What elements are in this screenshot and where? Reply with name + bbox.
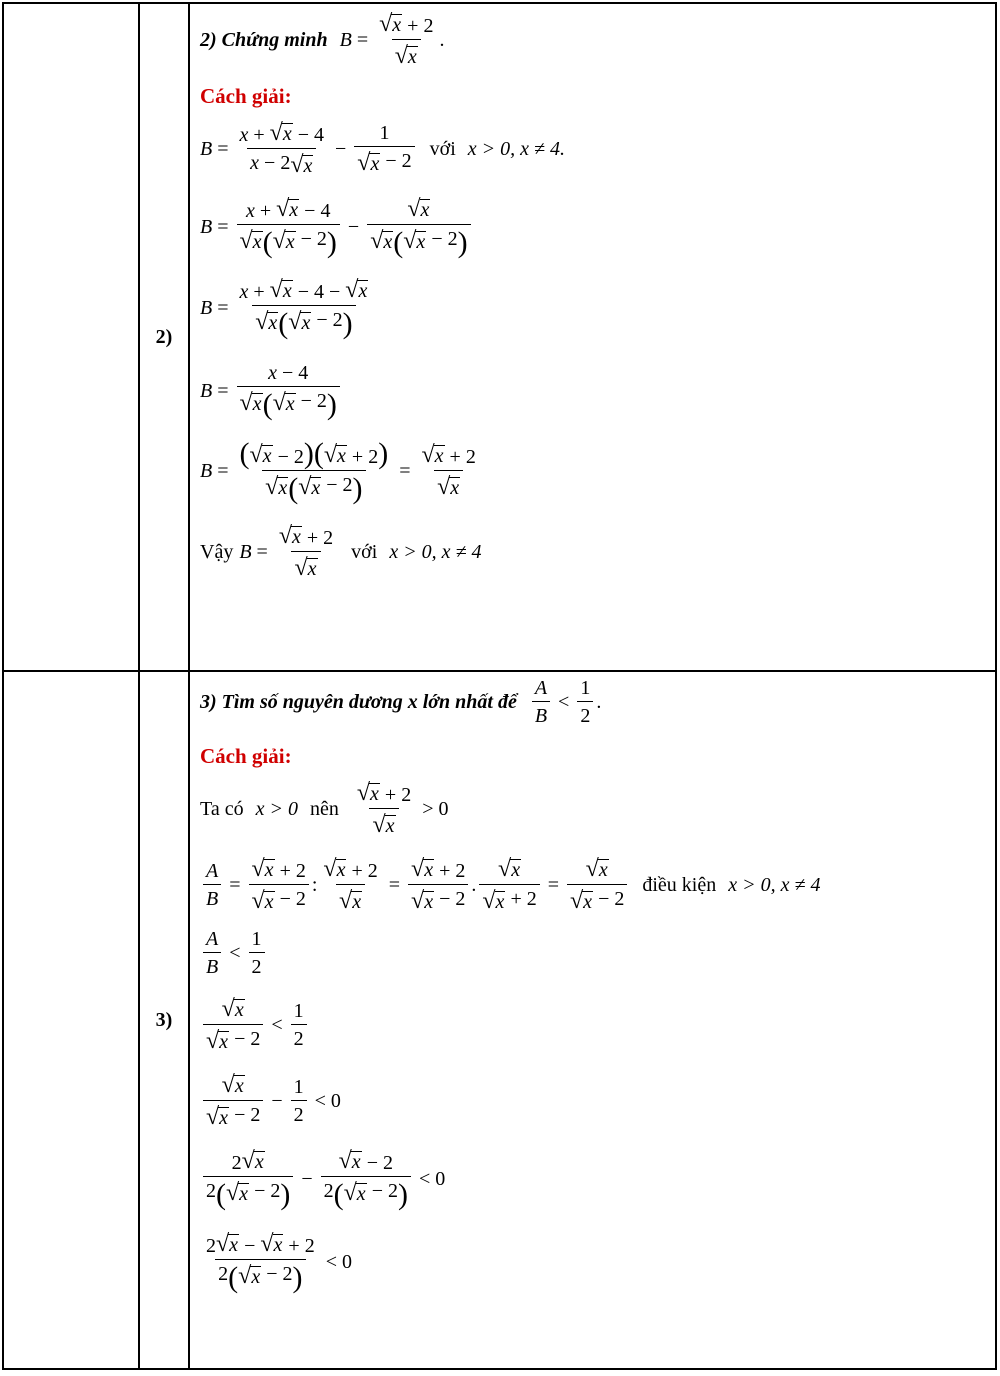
row-part-3 [3, 671, 996, 1369]
solution-table [2, 2, 997, 1370]
intro-word: Ta có [200, 798, 244, 820]
condition-label: điều kiện [642, 874, 717, 896]
part-2-title: 2) Chứng minh [200, 29, 328, 51]
with-word: với [351, 541, 378, 563]
part-3-method-heading: Cách giải: [200, 744, 292, 768]
part-2-content [189, 3, 996, 671]
fraction: √ x + 2 √ x [379, 11, 434, 69]
part-2-title-line: 2) Chứng minh B = √ x + 2 √ x . [200, 11, 445, 69]
step-1: B = x + √ x − 4 x − 2 √ x − 1 √ x − 2 với x > 0, x ≠ 4. [200, 120, 566, 178]
empty-cell [3, 3, 139, 671]
empty-cell [3, 671, 139, 1369]
step-4: B = x − 4 √ x ( √ x − 2 ) [200, 363, 995, 418]
part-2-method-heading: Cách giải: [200, 84, 292, 108]
part-3-title-line: 3) Tìm số nguyên dương x lớn nhất để $\frac{A}{B}$ < $\frac{1}{2}$ . [200, 677, 602, 727]
domain-condition: x > 0, x ≠ 4. [467, 138, 566, 160]
condition-value: x > 0, x ≠ 4 [728, 874, 821, 896]
part-2-label: 2) [139, 3, 189, 671]
step-2: $\frac{A}{B}$ = √ x + 2 √ x − 2 : √ x + 2 √ x = √ x + 2 √ x − 2 . √ x √ x + 2 = √ x √ x − 2 điều kiện x > 0, x ≠ 4 [200, 857, 995, 913]
step-6: 2 √ x 2 ( √ x − 2 ) − √ x − 2 2 ( √ x − 2 ) < 0 [200, 1149, 995, 1208]
then-word: nên [309, 798, 339, 820]
conclusion-word: Vậy [200, 541, 234, 563]
part-3-title: 3) Tìm số nguyên dương x lớn nhất để [200, 691, 517, 713]
conclusion: Vậy B = √ x + 2 √ x với x > 0, x ≠ 4 [200, 523, 482, 581]
step-3: $\frac{A}{B}$ < $\frac{1}{2}$ [200, 929, 995, 977]
part-3-content [189, 671, 996, 1369]
intro-condition: x > 0 [255, 798, 298, 820]
step-7: 2 √ x − √ x + 2 2 ( √ x − 2 ) < 0 [206, 1231, 352, 1294]
step-5: B = ( √ x − 2 ) ( √ x + 2 ) √ x ( √ x − 2 ) = √ x + 2 √ x [200, 437, 476, 505]
step-2: B = x + √ x − 4 √ x ( √ x − 2 ) − √ x √ x ( √ x − 2 ) [200, 197, 995, 256]
step-1: Ta có x > 0 nên √ x + 2 √ x > 0 [200, 780, 449, 838]
with-word: với [429, 138, 456, 160]
final-condition: x > 0, x ≠ 4 [389, 541, 482, 563]
step-3: B = x + √ x − 4 − √ x √ x ( √ x − 2 ) [200, 277, 368, 340]
step-5: √ x √ x − 2 − $\frac{1}{2}$ < 0 [200, 1073, 995, 1129]
step-4: √ x √ x − 2 < $\frac{1}{2}$ [200, 997, 995, 1053]
row-part-2 [3, 3, 996, 671]
part-3-label: 3) [139, 671, 189, 1369]
